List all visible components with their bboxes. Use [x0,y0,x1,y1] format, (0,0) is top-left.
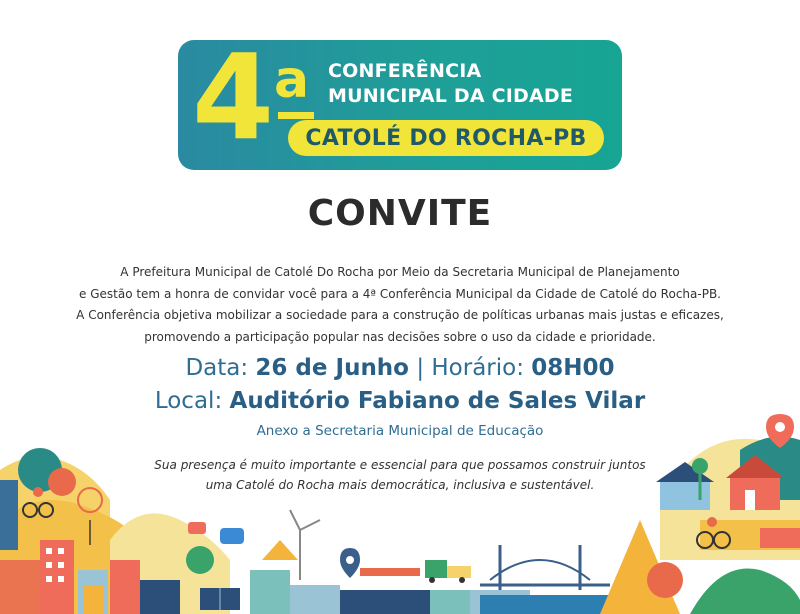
tree-icon [78,488,102,545]
conference-banner [178,40,622,170]
date-value: 26 de Junho [255,355,409,381]
time-label: Horário: [431,355,524,381]
banner-line-1: CONFERÊNCIA [328,60,482,82]
bicycle-icon [23,487,53,517]
closing-line: uma Catolé do Rocha mais democrática, inclusiva e sustentável. [205,478,595,492]
banner-line-2: MUNICIPAL DA CIDADE [328,85,574,107]
chat-bubble-icon [188,522,244,544]
closing-line: Sua presença é muito importante e essencial para que possamos construir juntos [154,458,646,472]
place-value: Auditório Fabiano de Sales Vilar [229,388,646,414]
truck-icon [425,560,471,583]
location-pin-icon [340,548,360,578]
event-date-time [0,353,800,383]
closing-message [110,455,690,495]
city-pill [288,120,604,156]
body-line: promovendo a participação popular nas decisões sobre o uso da cidade e prioridade. [144,329,656,344]
body-line: A Conferência objetiva mobilizar a sociedade para a construção de políticas urbanas mais justas e eficazes, [76,308,724,322]
solar-panel-icon [200,588,240,610]
city-name: CATOLÉ DO ROCHA-PB [305,125,587,151]
edition-number: 4 [192,40,271,166]
invitation-body [60,262,740,348]
place-label: Local: [154,388,223,414]
ordinal-underline [278,112,314,119]
body-line: A Prefeitura Municipal de Catolé Do Rocha por Meio da Secretaria Municipal de Planejamento [120,265,680,279]
location-annex: Anexo a Secretaria Municipal de Educação [256,423,544,439]
page-title: CONVITE [307,193,493,234]
event-location [0,386,800,416]
separator: | [416,355,425,381]
date-label: Data: [185,355,249,381]
time-value: 08H00 [531,355,615,381]
bridge-icon [480,545,610,590]
body-line: e Gestão tem a honra de convidar você para a 4ª Conferência Municipal da Cidade de Catolé do Rocha-PB. [79,286,721,301]
edition-ordinal: a [274,50,310,110]
